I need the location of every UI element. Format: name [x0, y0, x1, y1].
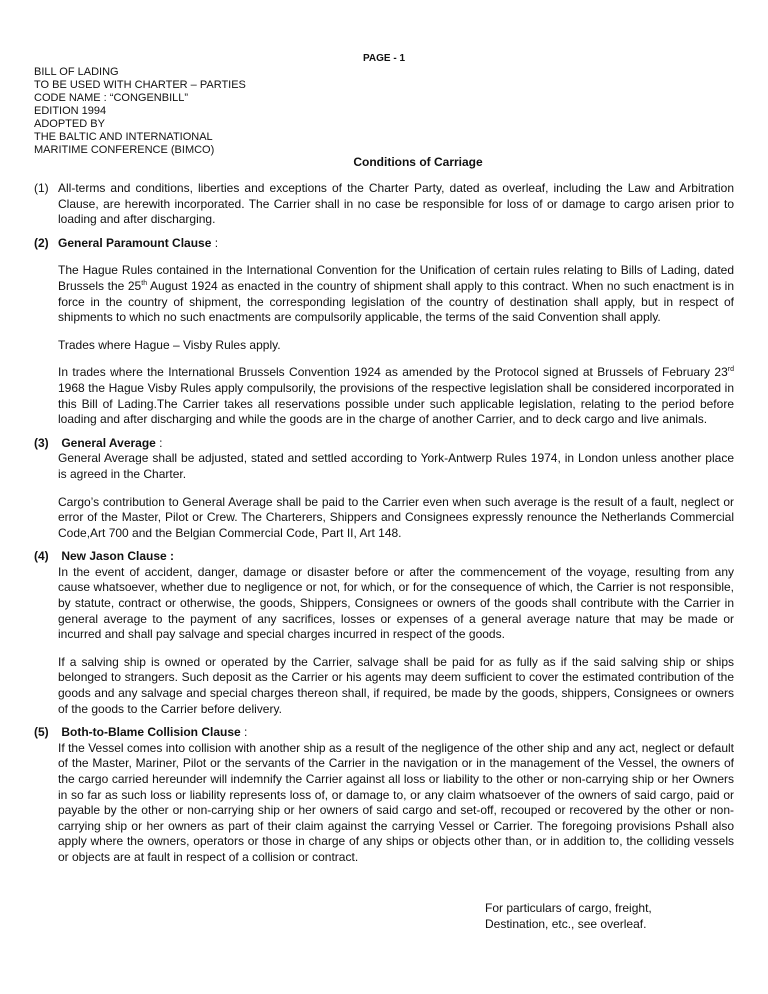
- superscript: th: [141, 279, 148, 287]
- clause-heading: [58, 725, 734, 741]
- paragraph-part: In trades where the International Brussels Convention 1924 as amended by the Protocol signed at Brussels of February 23: [58, 365, 728, 380]
- clause-heading: [58, 436, 734, 452]
- header-line: THE BALTIC AND INTERNATIONAL: [34, 131, 213, 143]
- clause-paragraph: If the Vessel comes into collision with another ship as a result of the negligence of the other ship and any act, neglect or default of the Master, Mariner, Pilot or the servants of the Carrier in the navigation or in the management of the Vessel, the owners of the cargo carried hereunder will indemnify the Carrier against all loss or liability to the other or non-carrying ship or her Owners in so far as such loss or liability represents loss of, or damage to, or any claim whatsoever of the owners of said cargo, paid or payable by the other or non-carrying ship or her owners of said cargo and set-off, recouped or recovered by the other or non-carrying ship or her owners as part of their claim against the carrying Vessel or Carrier. The foregoing provisions Pshall also apply where the owners, operators or those in charge of any ships or objects other than, or in addition to, the colliding vessels or objects are at fault in respect of a collision or contract.: [58, 740, 734, 864]
- paragraph-part: The Hague Rules contained in the International Convention for the Unification of certain rules relating to Bills of Lading, dated Brussels the 25: [58, 263, 734, 293]
- closing-line: Destination, etc., see overleaf.: [485, 916, 647, 931]
- superscript: rd: [727, 366, 734, 374]
- clause-paragraph: [58, 263, 734, 325]
- paragraph-part: 1968 the Hague Visby Rules apply compulsorily, the provisions of the respective legislation shall be considered incorporated in this Bill of Lading.The Carrier takes all reservations possible under such applicable legislation, relating to the period before loading and after discharging and while the goods are in the charge of another Carrier, and to deck cargo and live animals.: [58, 380, 734, 427]
- clause-title: Both-to-Blame Collision Clause: [61, 725, 241, 740]
- clause-5: [34, 725, 734, 865]
- clause-paragraph: Cargo’s contribution to General Average shall be paid to the Carrier even when such average is the result of a fault, neglect or error of the Master, Pilot or Crew. The Charterers, Shippers and Consignees expressly renounce the Netherlands Commercial Code,Art 700 and the Belgian Commercial Code, Part II, Art 148.: [58, 494, 734, 540]
- clause-paragraph: In the event of accident, danger, damage or disaster before or after the commencement of the voyage, resulting from any cause whatsoever, whether due to negligence or not, for which, or for the consequence of which, the Carrier is not responsible, by statute, contract or otherwise, the goods, Shippers, Consignees or owners of the goods shall contribute with the Carrier in general average to the payment of any sacrifices, losses or expenses of a general average nature that may be made or incurred and shall pay salvage and special charges incurred in respect of the goods.: [58, 564, 734, 642]
- clause-number: (2): [34, 235, 49, 250]
- document-title: [0, 154, 768, 170]
- clause-paragraph: If a salving ship is owned or operated by the Carrier, salvage shall be paid for as fully as if the said salving ship or ships belonged to strangers. Such deposit as the Carrier or his agents may deem sufficient to cover the estimated contribution of the goods and any salvage and special charges thereon shall, if required, be made by the goods, shippers, Consignees or owners of the goods to the Carrier before delivery.: [58, 654, 734, 716]
- clause-title-suffix: :: [240, 725, 248, 740]
- clause-title-suffix: :: [211, 235, 219, 250]
- clause-title: General Average: [61, 435, 156, 450]
- clause-1: [34, 181, 734, 228]
- clause-number: (4): [34, 549, 49, 564]
- header-line: EDITION 1994: [34, 105, 107, 117]
- conditions-body: [34, 181, 734, 866]
- header-line: BILL OF LADING: [34, 66, 119, 78]
- paragraph-part: August 1924 as enacted in the country of shipment shall apply to this contract. When no such enactment is in force in the country of shipment, the corresponding legislation of the country of destination shall apply, but in respect of shipments to which no such enactments are compulsorily applicable, the terms of the said Convention shall apply.: [58, 278, 735, 325]
- clause-title-suffix: :: [155, 435, 163, 450]
- clause-4: [34, 549, 734, 717]
- header-line: ADOPTED BY: [34, 118, 105, 130]
- clause-title: New Jason Clause :: [61, 549, 175, 564]
- clause-heading: [58, 549, 734, 565]
- clause-number: (3): [34, 435, 49, 450]
- clause-paragraph: General Average shall be adjusted, stated and settled according to York-Antwerp Rules 1974, in London unless another place is agreed in the Charter.: [58, 451, 734, 481]
- clause-heading: [58, 236, 734, 252]
- closing-note: [485, 901, 652, 932]
- clause-number: (5): [34, 725, 49, 740]
- page-number: PAGE - 1: [362, 53, 406, 64]
- clause-2: [34, 236, 734, 428]
- clause-paragraph: [58, 365, 734, 427]
- clause-number: (1): [34, 181, 49, 195]
- header-line: TO BE USED WITH CHARTER – PARTIES: [34, 79, 246, 91]
- clause-text: All-terms and conditions, liberties and exceptions of the Charter Party, dated as overleaf, including the Law and Arbitration Clause, are herewith incorporated. The Carrier shall in no case be responsible for loss of or damage to cargo arisen prior to loading and after discharging.: [58, 181, 734, 227]
- clause-paragraph: Trades where Hague – Visby Rules apply.: [58, 337, 281, 352]
- clause-title: General Paramount Clause: [58, 235, 212, 250]
- closing-line: For particulars of cargo, freight,: [485, 901, 652, 915]
- header-line: CODE NAME : “CONGENBILL”: [34, 92, 189, 104]
- title-text: Conditions of Carriage: [353, 155, 483, 169]
- header-line: MARITIME CONFERENCE (BIMCO): [34, 144, 215, 156]
- clause-3: [34, 436, 734, 542]
- document-header: [34, 66, 246, 157]
